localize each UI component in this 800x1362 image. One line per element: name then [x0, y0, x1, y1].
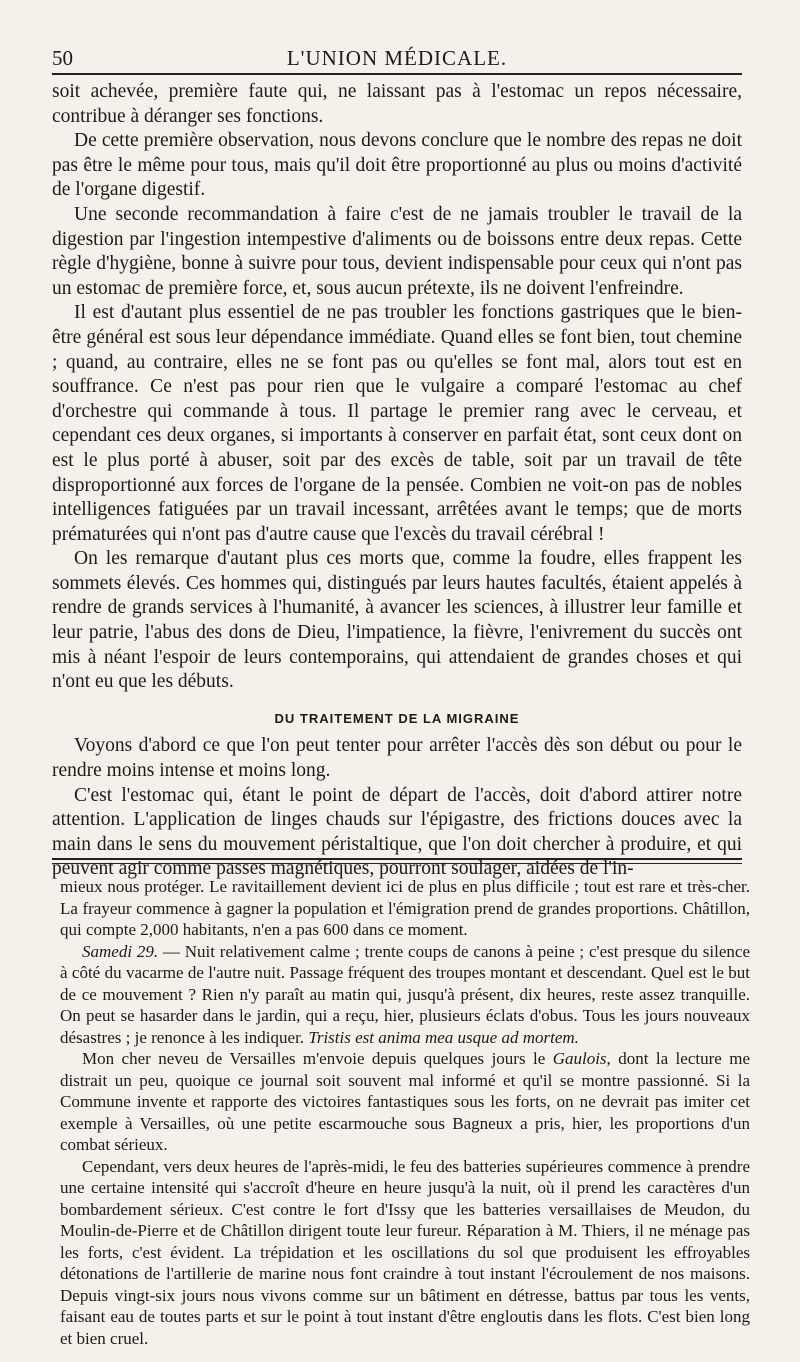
feuilleton-paragraph [60, 941, 750, 1049]
paragraph: De cette première observation, nous devons conclure que le nombre des repas ne doit pas être le même pour tous, mais qu'il doit être proportionné au plus ou moins d'activité de l'organe digestif. [52, 130, 742, 201]
diary-text: — Nuit relativement calme ; trente coups de canons à peine ; c'est presque du silence à côté du vacarme de l'autre nuit. Passage fréquent des troupes montant et descendant. Quel est le but de ce mouvement ? Rien n'y paraît au matin qui, jusqu'à présent, dix heures, reste assez tranquille. On peut se hasarder dans le jardin, qui a reçu, hier, plusieurs éclats d'obus. Tous les jours nouveaux désastres ; je renonce à les indiquer. [60, 941, 750, 1047]
diary-date: Samedi 29. [82, 941, 159, 961]
main-article [52, 80, 742, 882]
diary-text: , dont la lecture me distrait un peu, quoique ce journal soit souvent mal informé et qu'il se montre passionné. Si la Commune invente et rapporte des victoires fantastiques sous les forts, on ne devrait pas imiter cet exemple à Versailles, où une petite escarmouche sous Bagneux a pris, hier, les proportions d'un combat sérieux. [60, 1049, 750, 1154]
paragraph: C'est l'estomac qui, étant le point de départ de l'accès, doit d'abord attirer notre attention. L'application de linges chauds sur l'épigastre, des frictions douces avec la main dans le sens du mouvement péristaltique, que l'on doit chercher à produire, et qui peuvent agir comme passes magnétiques, pourront soulager, aidées de l'in- [52, 784, 742, 880]
feuilleton-divider [52, 858, 742, 864]
paragraph: Il est d'autant plus essentiel de ne pas troubler les fonctions gastriques que le bien-être général est sous leur dépendance immédiate. Quand elles se font bien, tout chemine ; quand, au contraire, elles ne se font pas ou qu'elles se font mal, alors tout est en souffrance. Ce n'est pas pour rien que le vulgaire a comparé l'estomac au chef d'orchestre qui commande à tous. Il partage le premier rang avec le cerveau, et cependant ces deux organes, si importants à conserver en parfait état, sont ceux dont on est le plus porté à abuser, soit par des excès de table, soit par un travail de tête disproportionné aux forces de l'organe de la pensée. Combien ne voit-on pas de nobles intelligences fatiguées par un travail incessant, arrêtées avant le temps; que de morts prématurées qui n'ont pas d'autre cause que l'excès du travail cérébral ! [52, 302, 742, 545]
feuilleton-paragraph [60, 1048, 750, 1156]
paragraph: Voyons d'abord ce que l'on peut tenter pour arrêter l'accès dès son début ou pour le rendre moins intense et moins long. [52, 735, 742, 782]
feuilleton [60, 876, 750, 1349]
page-header [52, 42, 742, 72]
paragraph: Une seconde recommandation à faire c'est de ne jamais troubler le travail de la digestion par l'ingestion intempestive d'aliments ou de boissons entre deux repas. Cette règle d'hygiène, bonne à suivre pour tous, devient indispensable pour ceux qui n'ont pas un estomac de première force, et, sous aucun prétexte, ils ne doivent l'enfreindre. [52, 203, 742, 299]
feuilleton-paragraph: mieux nous protéger. Le ravitaillement devient ici de plus en plus difficile ; tout est rare et très-cher. La frayeur commence à gagner la population et l'émigration prend de grandes proportions. Châtillon, qui compte 2,000 habitants, n'en a pas 600 dans ce moment. [60, 877, 750, 939]
page-number: 50 [52, 46, 73, 70]
header-rule [52, 73, 742, 75]
diary-text: Mon cher neveu de Versailles m'envoie depuis quelques jours le [82, 1049, 553, 1068]
section-heading: DU TRAITEMENT DE LA MIGRAINE [274, 710, 520, 726]
feuilleton-paragraph: Cependant, vers deux heures de l'après-midi, le feu des batteries supérieures commence à prendre une certaine intensité qui s'accroît d'heure en heure jusqu'à la nuit, où il prend les caractères d'un bombardement sérieux. C'est contre le fort d'Issy que les batteries versaillaises de Meudon, du Moulin-de-Pierre et de Châtillon dirigent toute leur fureur. Réparation à M. Thiers, il ne ménage pas les forts, c'est évident. La trépidation et les oscillations du sol que produisent les effroyables détonations de l'artillerie de marine nous font craindre à tout instant l'écroulement de nos maisons. Depuis vingt-six jours nous vivons comme sur un bâtiment en détresse, battus par tous les vents, faisant eau de toutes parts et sur le point à tout instant d'être engloutis dans les flots. C'est bien long et bien cruel. [60, 1156, 750, 1348]
paragraph: soit achevée, première faute qui, ne laissant pas à l'estomac un repos nécessaire, contribue à déranger ses fonctions. [52, 81, 742, 127]
newspaper-title: Gaulois [552, 1049, 607, 1068]
paragraph: On les remarque d'autant plus ces morts que, comme la foudre, elles frappent les sommets élevés. Ces hommes qui, distingués par leurs hautes facultés, étaient appelés à rendre de grands services à l'humanité, à avancer les sciences, à illustrer leur famille et leur patrie, l'abus des dons de Dieu, l'impatience, la fièvre, l'enivrement du succès ont mis à néant l'espoir de leurs contemporains, qui attendaient de grandes choses et qui n'ont eu que les débuts. [52, 548, 742, 693]
latin-quote: Tristis est anima mea usque ad mortem. [308, 1027, 579, 1047]
running-title: L'UNION MÉDICALE. [286, 46, 508, 70]
